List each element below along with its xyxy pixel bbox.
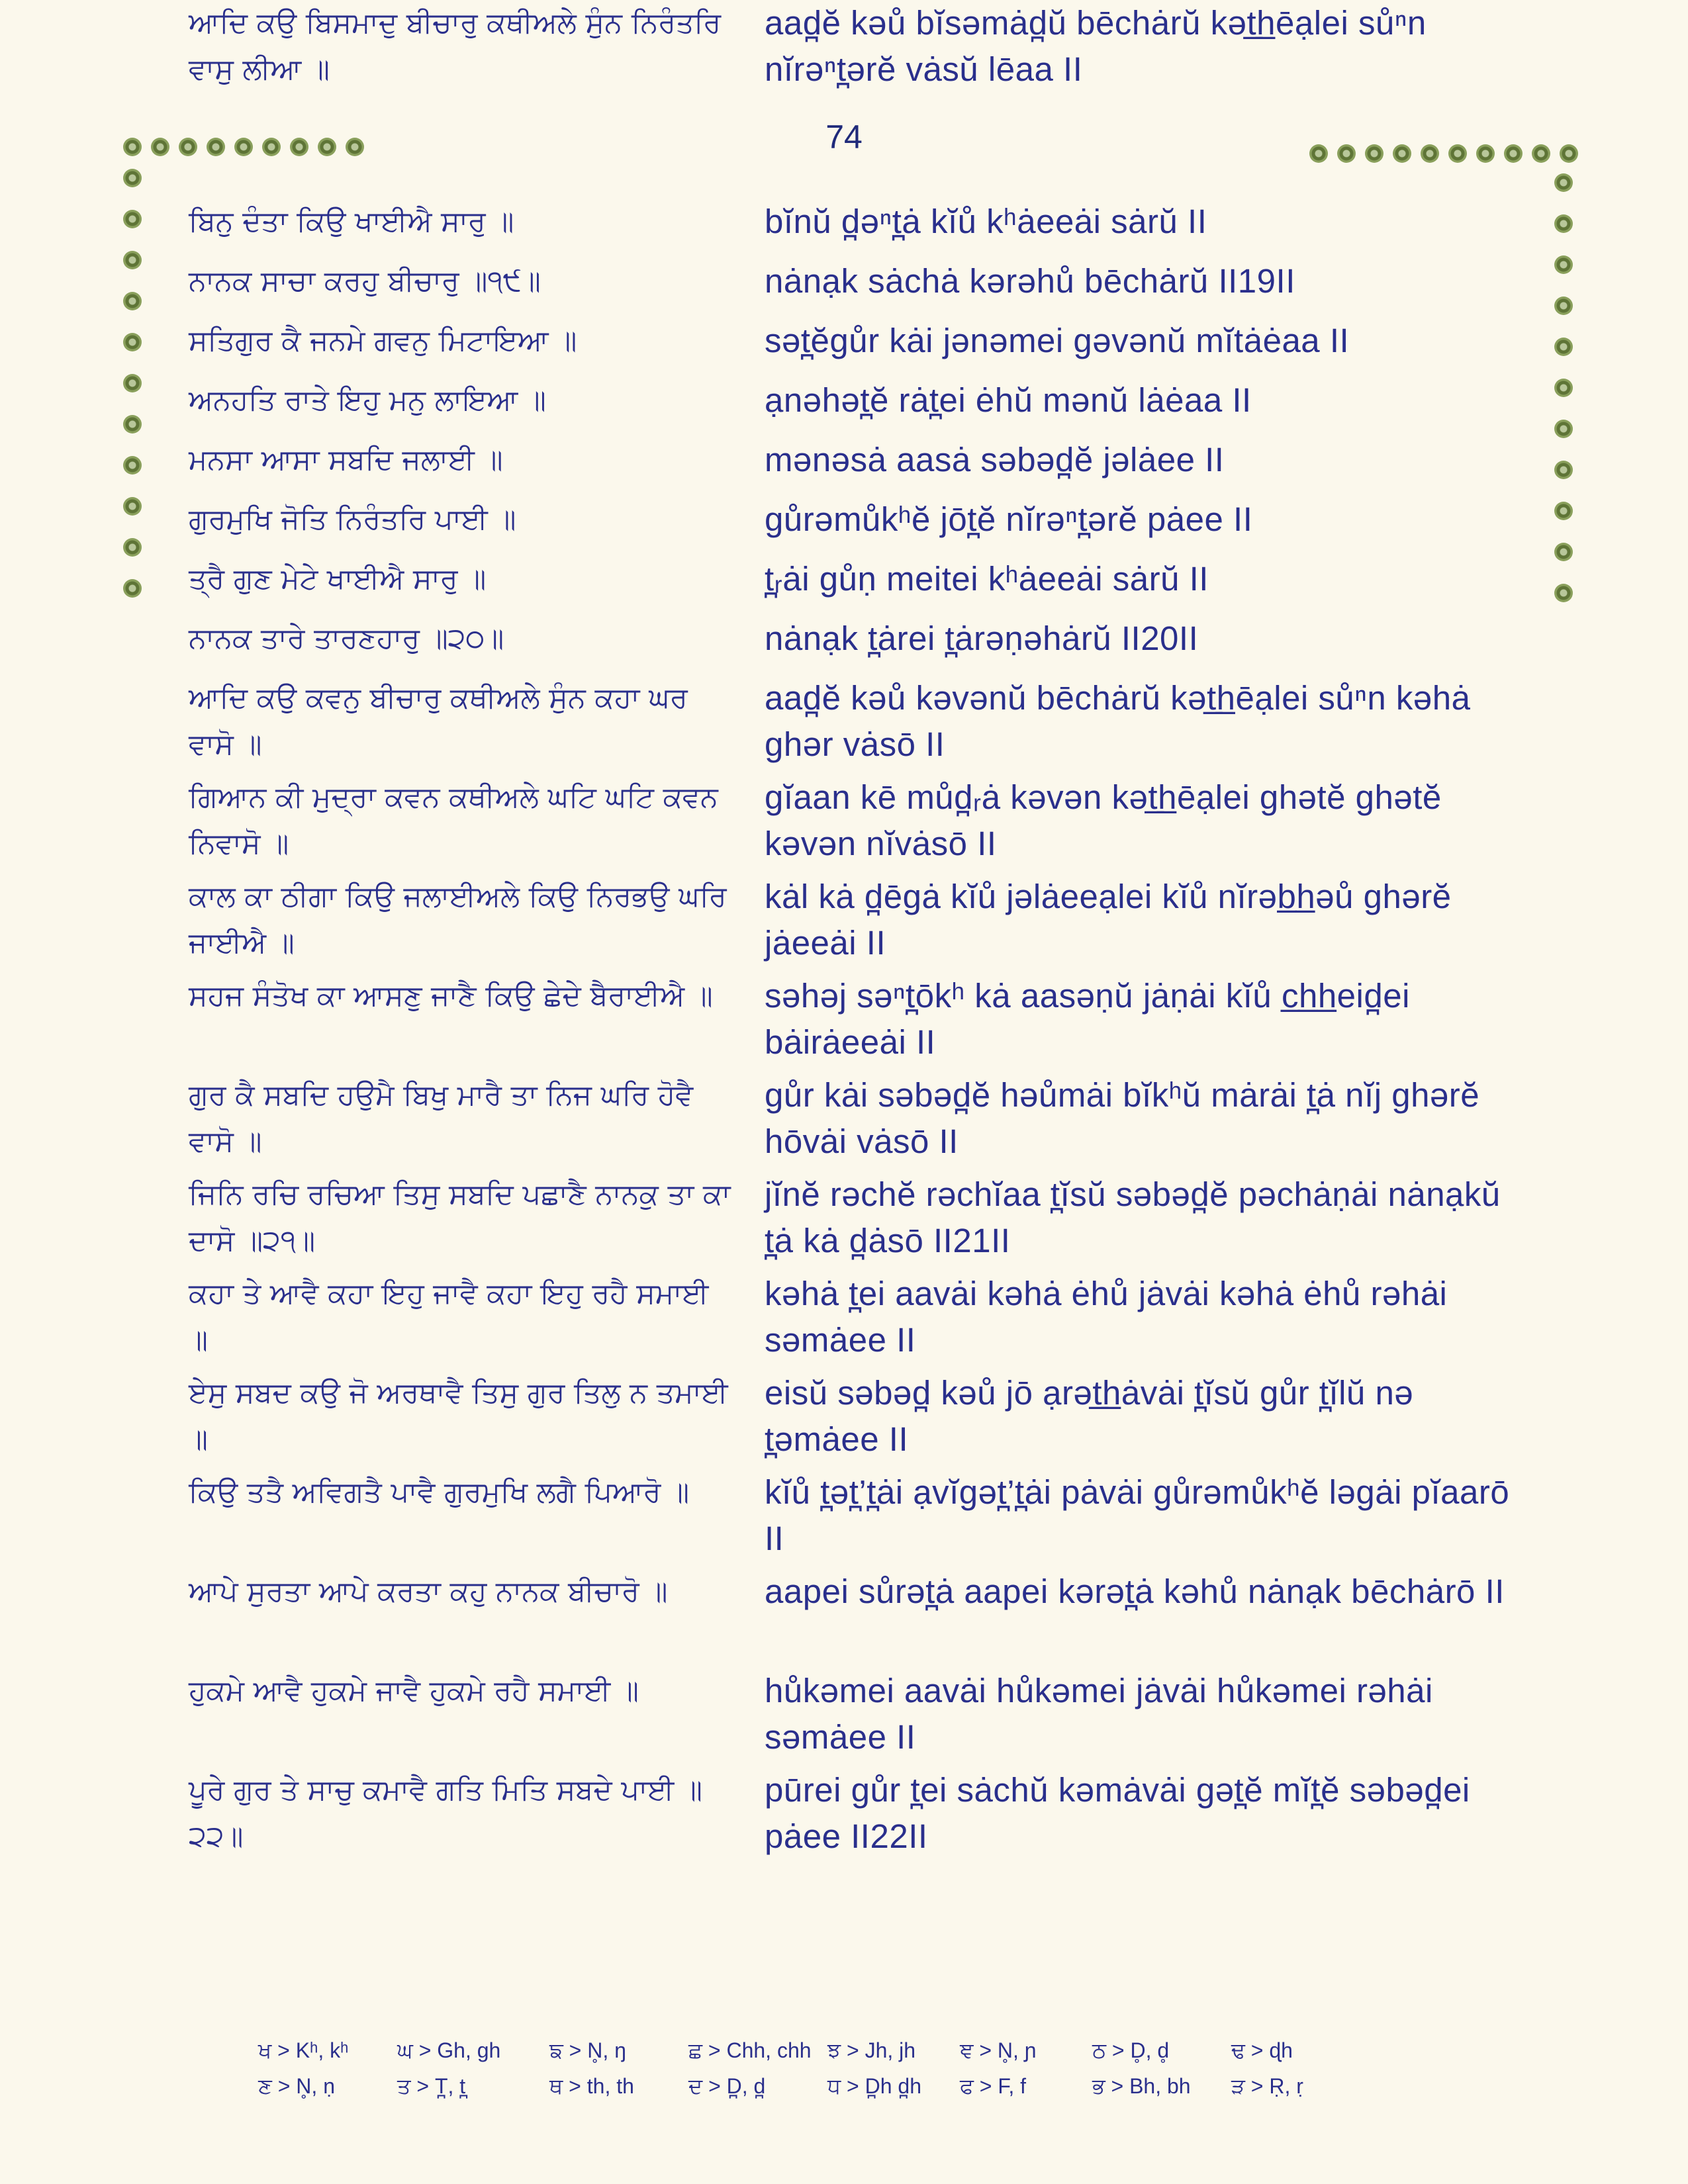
flower-ornament-icon xyxy=(123,292,142,310)
flower-ornament-icon xyxy=(1554,502,1573,520)
flower-ornament-icon xyxy=(262,138,281,156)
gurmukhi-text: ਸਤਿਗੁਰ ਕੈ ਜਨਮੇ ਗਵਨੁ ਮਿਟਾਇਆ ॥ xyxy=(189,324,577,357)
flower-ornament-icon xyxy=(123,333,142,351)
legend-row xyxy=(258,2074,1450,2110)
transliteration-text: hůkəmei aavȧi hůkəmei jȧvȧi hůkəmei rəhȧi səmȧee II xyxy=(765,1672,1433,1756)
transliteration-text: pūrei gůr t̪ei sȧchŭ kəmȧvȧi gət̪ĕ mĭt̪ĕ səbəd̪ei pȧee II22II xyxy=(765,1771,1470,1855)
flower-ornament-icon xyxy=(123,169,142,187)
gurmukhi-text: ਆਦਿ ਕਉ ਬਿਸਮਾਦੁ ਬੀਚਾਰੁ ਕਥੀਅਲੇ ਸੁੰਨ ਨਿਰੰਤਰਿ ਵਾਸੁ ਲੀਆ ॥ xyxy=(189,7,722,86)
transliteration-text: gůr kȧi səbəd̪ĕ həůmȧi bĭkʰŭ mȧrȧi t̪ȧ nĭj ghərĕ hōvȧi vȧsō II xyxy=(765,1076,1480,1160)
flower-ornament-icon xyxy=(1504,144,1523,163)
legend-entry: ਧ > D̪h d̪h xyxy=(827,2074,922,2098)
legend-entry: ਦ > D̪, d̪ xyxy=(688,2074,766,2098)
page-number: 74 xyxy=(825,118,863,156)
gurmukhi-text: ਗਿਆਨ ਕੀ ਮੁਦ੍ਰਾ ਕਵਨ ਕਥੀਅਲੇ ਘਟਿ ਘਟਿ ਕਵਨ ਨਿਵਾਸੋ ॥ xyxy=(189,781,718,860)
flower-ornament-icon xyxy=(179,138,197,156)
gurmukhi-text: ਸਹਜ ਸੰਤੋਖ ਕਾ ਆਸਣੁ ਜਾਣੈ ਕਿਉ ਛੇਦੇ ਬੈਰਾਈਐ ॥ xyxy=(189,979,713,1013)
gurmukhi-text: ਗੁਰਮੁਖਿ ਜੋਤਿ ਨਿਰੰਤਰਿ ਪਾਈ ॥ xyxy=(189,503,516,536)
gurmukhi-text: ਅਨਹਤਿ ਰਾਤੇ ਇਹੁ ਮਨੁ ਲਾਇਆ ॥ xyxy=(189,384,546,417)
flower-ornament-icon xyxy=(1337,144,1356,163)
transliteration-text: kȧl kȧ d̪ēgȧ kĭů jəlȧeeạlei kĭů nĭrəb̲h̲əů ghərĕ jȧeeȧi II xyxy=(765,878,1452,962)
legend-entry: ਣ > N̥, ṇ xyxy=(258,2074,335,2098)
flower-ornament-icon xyxy=(1554,420,1573,438)
flower-ornament-icon xyxy=(1554,543,1573,561)
flower-ornament-icon xyxy=(1476,144,1495,163)
legend-entry: ਛ > Chh, chh xyxy=(688,2038,812,2062)
flower-ornament-icon xyxy=(1554,255,1573,274)
flower-ornament-icon xyxy=(1554,338,1573,356)
flower-ornament-icon xyxy=(123,579,142,598)
transliteration-text: nȧnạk sȧchȧ kərəhů bēchȧrŭ II19II xyxy=(765,262,1295,300)
flower-ornament-icon xyxy=(1554,584,1573,602)
flower-ornament-icon xyxy=(1554,214,1573,233)
flower-ornament-icon xyxy=(123,456,142,475)
transliteration-text: səhəj səⁿt̪ōkʰ kȧ aasəṇŭ jȧṇȧi kĭů c̲h̲h̲eid̪ei bȧirȧeeȧi II xyxy=(765,977,1410,1061)
gurmukhi-text: ਕਾਲ ਕਾ ਠੀਗਾ ਕਿਉ ਜਲਾਈਅਲੇ ਕਿਉ ਨਿਰਭਉ ਘਰਿ ਜਾਈਐ ॥ xyxy=(189,880,727,960)
flower-ornament-icon xyxy=(346,138,364,156)
transliteration-text: eisŭ səbəd̪ kəů jō ạrət̲h̲ȧvȧi t̪ĭsŭ gůr t̪ĭlŭ nə t̪əmȧee II xyxy=(765,1374,1414,1458)
transliteration-text: sət̪ĕgůr kȧi jənəmei gəvənŭ mĭtȧėaa II xyxy=(765,322,1350,359)
gurmukhi-text: ਤ੍ਰੈ ਗੁਣ ਮੇਟੇ ਖਾਈਐ ਸਾਰੁ ॥ xyxy=(189,563,487,596)
legend-entry: ਞ > N̥, ɲ xyxy=(960,2038,1037,2062)
gurmukhi-text: ਏਸੁ ਸਬਦ ਕਉ ਜੋ ਅਰਥਾਵੈ ਤਿਸੁ ਗੁਰ ਤਿਲੁ ਨ ਤਮਾਈ ॥ xyxy=(189,1377,728,1456)
gurmukhi-text: ਜਿਨਿ ਰਚਿ ਰਚਿਆ ਤਿਸੁ ਸਬਦਿ ਪਛਾਣੈ ਨਾਨਕੁ ਤਾ ਕਾ ਦਾਸੋ ॥੨੧॥ xyxy=(189,1178,731,1257)
flower-ornament-icon xyxy=(123,210,142,228)
legend-entry: ਤ > T̪, t̪ xyxy=(397,2074,466,2098)
transliteration-text: jĭnĕ rəchĕ rəchĭaa t̪ĭsŭ səbəd̪ĕ pəchȧṇȧi nȧnạkŭ t̪ȧ kȧ d̪ȧsō II21II xyxy=(765,1175,1501,1259)
legend-entry: ੜ > Ṛ, ṛ xyxy=(1231,2074,1303,2098)
flower-ornament-icon xyxy=(1560,144,1578,163)
flower-ornament-icon xyxy=(1365,144,1383,163)
gurmukhi-text: ਬਿਨੁ ਦੰਤਾ ਕਿਉ ਖਾਈਐ ਸਾਰੁ ॥ xyxy=(189,205,514,238)
transliteration-legend xyxy=(258,2038,1450,2110)
flower-ornament-icon xyxy=(1421,144,1439,163)
flower-ornament-icon xyxy=(123,374,142,392)
flower-ornament-icon xyxy=(123,251,142,269)
legend-entry: ਢ > ɖh xyxy=(1231,2038,1293,2062)
transliteration-text: kəhȧ t̪ei aavȧi kəhȧ ėhů jȧvȧi kəhȧ ėhů rəhȧi səmȧee II xyxy=(765,1275,1448,1359)
gurmukhi-text: ਨਾਨਕ ਤਾਰੇ ਤਾਰਣਹਾਰੁ ॥੨੦॥ xyxy=(189,622,504,655)
flower-ornament-icon xyxy=(1309,144,1328,163)
flower-ornament-icon xyxy=(1554,379,1573,397)
flower-ornament-icon xyxy=(1448,144,1467,163)
flower-ornament-icon xyxy=(1554,296,1573,315)
transliteration-text: aad̪ĕ kəů bĭsəmȧd̪ŭ bēchȧrŭ kət̲h̲ēạlei sůⁿn nĭrəⁿt̪ərĕ vȧsŭ lēaa II xyxy=(765,4,1427,88)
flower-ornament-icon xyxy=(318,138,336,156)
flower-ornament-icon xyxy=(123,538,142,557)
transliteration-text: bĭnŭ d̪əⁿt̪ȧ kĭů kʰȧeeȧi sȧrŭ II xyxy=(765,203,1207,240)
legend-entry: ਙ > N̥, ŋ xyxy=(549,2038,626,2062)
transliteration-text: kĭů t̪ət̪’t̪ȧi ạvĭgət̪’t̪ȧi pȧvȧi gůrəmůkʰĕ ləgȧi pĭaarō II xyxy=(765,1473,1510,1557)
gurmukhi-text: ਕਹਾ ਤੇ ਆਵੈ ਕਹਾ ਇਹੁ ਜਾਵੈ ਕਹਾ ਇਹੁ ਰਹੈ ਸਮਾਈ ॥ xyxy=(189,1277,709,1357)
transliteration-text: mənəsȧ aasȧ səbəd̪ĕ jəlȧee II xyxy=(765,441,1225,478)
flower-ornament-icon xyxy=(290,138,308,156)
legend-entry: ਥ > th, th xyxy=(549,2074,634,2098)
gurmukhi-text: ਆਦਿ ਕਉ ਕਵਨੁ ਬੀਚਾਰੁ ਕਥੀਅਲੇ ਸੁੰਨ ਕਹਾ ਘਰ ਵਾਸੋ ॥ xyxy=(189,682,688,761)
transliteration-text: t̪ᵣȧi gůṇ meitei kʰȧeeȧi sȧrŭ II xyxy=(765,560,1209,598)
flower-ornament-icon xyxy=(1532,144,1550,163)
flower-ornament-icon xyxy=(1554,173,1573,192)
legend-entry: ਘ > Gh, gh xyxy=(397,2038,501,2062)
gurmukhi-text: ਗੁਰ ਕੈ ਸਬਦਿ ਹਉਮੈ ਬਿਖੁ ਮਾਰੈ ਤਾ ਨਿਜ ਘਰਿ ਹੋਵੈ ਵਾਸੋ ॥ xyxy=(189,1079,694,1158)
transliteration-text: nȧnạk t̪ȧrei t̪ȧrəṇəhȧrŭ II20II xyxy=(765,619,1199,657)
flower-ornament-icon xyxy=(123,415,142,433)
gurmukhi-text: ਨਾਨਕ ਸਾਚਾ ਕਰਹੁ ਬੀਚਾਰੁ ॥੧੯॥ xyxy=(189,265,541,298)
gurmukhi-text: ਆਪੇ ਸੁਰਤਾ ਆਪੇ ਕਰਤਾ ਕਹੁ ਨਾਨਕ ਬੀਚਾਰੋ ॥ xyxy=(189,1575,668,1608)
transliteration-text: aad̪ĕ kəů kəvənŭ bēchȧrŭ kət̲h̲ēạlei sůⁿn kəhȧ ghər vȧsō II xyxy=(765,679,1471,763)
legend-entry: ਖ > Kʰ, kʰ xyxy=(258,2038,349,2062)
flower-ornament-icon xyxy=(123,497,142,516)
flower-ornament-icon xyxy=(1554,461,1573,479)
gurmukhi-text: ਹੁਕਮੇ ਆਵੈ ਹੁਕਮੇ ਜਾਵੈ ਹੁਕਮੇ ਰਹੈ ਸਮਾਈ ॥ xyxy=(189,1674,639,1707)
gurmukhi-text: ਮਨਸਾ ਆਸਾ ਸਬਦਿ ਜਲਾਈ ॥ xyxy=(189,443,503,477)
legend-row xyxy=(258,2038,1450,2074)
flower-ornament-icon xyxy=(151,138,169,156)
legend-entry: ਠ > D̥, d̥ xyxy=(1092,2038,1170,2062)
gurmukhi-text: ਕਿਉ ਤਤੈ ਅਵਿਗਤੈ ਪਾਵੈ ਗੁਰਮੁਖਿ ਲਗੈ ਪਿਆਰੋ ॥ xyxy=(189,1476,690,1509)
legend-entry: ਭ > Bh, bh xyxy=(1092,2074,1191,2098)
transliteration-text: aapei sůrət̪ȧ aapei kərət̪ȧ kəhů nȧnạk bēchȧrō II xyxy=(765,1572,1505,1610)
transliteration-text: gůrəmůkʰĕ jōt̪ĕ nĭrəⁿt̪ərĕ pȧee II xyxy=(765,500,1253,538)
transliteration-text: gĭaan kē můd̪ᵣȧ kəvən kət̲h̲ēạlei ghətĕ ghətĕ kəvən nĭvȧsō II xyxy=(765,778,1442,862)
legend-entry: ਝ > Jh, jh xyxy=(827,2038,916,2062)
flower-ornament-icon xyxy=(234,138,253,156)
legend-entry: ਫ > F, f xyxy=(960,2074,1027,2098)
transliteration-text: ạnəhət̪ĕ rȧt̪ei ėhŭ mənŭ lȧėaa II xyxy=(765,381,1252,419)
flower-ornament-icon xyxy=(123,138,142,156)
flower-ornament-icon xyxy=(207,138,225,156)
gurmukhi-text: ਪੂਰੇ ਗੁਰ ਤੇ ਸਾਚੁ ਕਮਾਵੈ ਗਤਿ ਮਿਤਿ ਸਬਦੇ ਪਾਈ ॥੨੨॥ xyxy=(189,1774,702,1853)
flower-ornament-icon xyxy=(1393,144,1411,163)
